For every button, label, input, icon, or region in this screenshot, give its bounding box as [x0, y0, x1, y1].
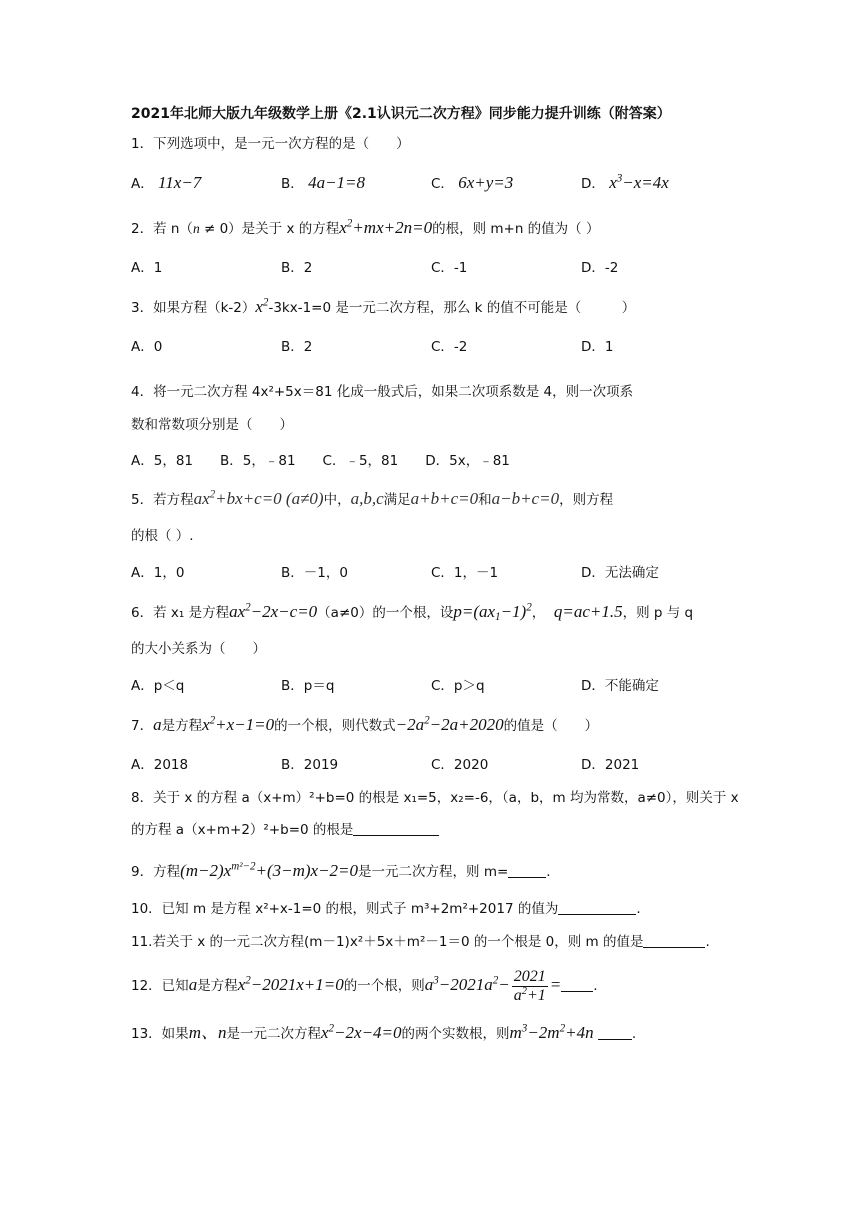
q5-option-a: A．1，0: [131, 565, 185, 581]
question-8-line-1: 8．关于 x 的方程 a（x+m）²+b=0 的根是 x₁=5，x₂=-6，（a，b，m 均为常数，a≠0），则关于 x: [131, 790, 739, 806]
q1-option-a: A． 11x−7: [131, 173, 202, 192]
q6-option-c: C．p＞q: [431, 678, 485, 694]
question-9-stem: 9．方程$(m-2)x^{m^2-2}+(3-m)x-2=0$是一元二次方程，则 m= .: [131, 860, 551, 880]
question-13-stem: 13．如果m、n是一元二次方程$x^2-2x-4=0$的两个实数根，则$m^3-2m^2+4n$ .: [131, 1022, 637, 1042]
question-4-line-1: 4．将一元二次方程 4x²+5x＝81 化成一般式后，如果二次项系数是 4，则一次项系: [131, 384, 634, 400]
question-5-line-2: 的根（ ）.: [131, 528, 194, 544]
page-title: 2021年北师大版九年级数学上册《2.1认识元二次方程》同步能力提升训练（附答案）: [131, 106, 671, 122]
q3-option-b: B．2: [281, 339, 313, 355]
q3-option-d: D．1: [581, 339, 614, 355]
q6-option-b: B．p＝q: [281, 678, 335, 694]
answer-blank: [643, 933, 705, 948]
question-6-line-2: 的大小关系为（ ）: [131, 641, 266, 657]
question-4-line-2: 数和常数项分别是（ ）: [131, 417, 293, 433]
question-3-stem: 3．如果方程$(k-2)x^2-3kx-1=0$ 是一元二次方程，那么 k 的值不可能是（ ）: [131, 296, 636, 316]
q3-option-a: A．0: [131, 339, 163, 355]
question-2-stem: 2．若 n（n ≠ 0）是关于 x 的方程$x^2+mx+2n=0$的根，则 m+n 的值为（ ）: [131, 217, 600, 237]
q3-option-c: C．-2: [431, 339, 468, 355]
answer-blank: [561, 977, 593, 992]
q7-option-a: A．2018: [131, 757, 189, 773]
q2-option-d: D．-2: [581, 260, 619, 276]
q7-option-b: B．2019: [281, 757, 339, 773]
q1-option-d: D． $x^3-x=4x$: [581, 172, 669, 192]
q7-option-c: C．2020: [431, 757, 489, 773]
q7-option-d: D．2021: [581, 757, 640, 773]
q1-option-b: B． 4a−1=8: [281, 173, 366, 192]
question-1-stem: 1．下列选项中，是一元一次方程的是（ ）: [131, 136, 410, 152]
q2-option-a: A．1: [131, 260, 163, 276]
q5-option-c: C．1，－1: [431, 565, 499, 581]
question-12-stem: 12．已知a是方程$x^2-2021x+1=0$的一个根，则$a^3-2021a^2-$ $\frac{2021}{a^2+1}$ = .: [131, 967, 598, 1004]
question-8-line-2: 的方程 a（x+m+2）²+b=0 的根是: [131, 820, 439, 840]
q2-option-c: C．-1: [431, 260, 468, 276]
question-7-stem: 7．a是方程$x^2+x-1=0$的一个根，则代数式$-2a^2-2a+2020$的值是（ ）: [131, 714, 599, 734]
q5-option-d: D．无法确定: [581, 565, 659, 581]
question-5-line-1: 5．若方程$ax^2+bx+c=0$ (a≠0)中，a,b,c满足a+b+c=0和a−b+c=0，则方程: [131, 488, 614, 508]
q1-option-c: C． 6x+y=3: [431, 173, 514, 192]
answer-blank: [353, 821, 439, 836]
q4-options: A．5，81 B．5，﹣81 C．﹣5，81 D．5x，﹣81: [131, 453, 510, 469]
question-6-line-1: 6．若 x₁ 是方程$ax^2-2x-c=0(a\ne 0)$的一个根，设$p=(ax_1-1)^2$， q=ac+1.5，则 p 与 q: [131, 601, 694, 623]
answer-blank: [558, 900, 636, 915]
q6-option-d: D．不能确定: [581, 678, 659, 694]
q5-option-b: B．－1，0: [281, 565, 348, 581]
question-10-stem: 10．已知 m 是方程 x²+x-1=0 的根，则式子 m³+2m²+2017 的值为 .: [131, 901, 641, 917]
answer-blank: [598, 1025, 632, 1040]
q6-option-a: A．p＜q: [131, 678, 185, 694]
answer-blank: [508, 863, 546, 878]
question-11-stem: 11.若关于 x 的一元二次方程(m－1)x²＋5x＋m²－1＝0 的一个根是 0，则 m 的值是 .: [131, 934, 710, 950]
q2-option-b: B．2: [281, 260, 313, 276]
